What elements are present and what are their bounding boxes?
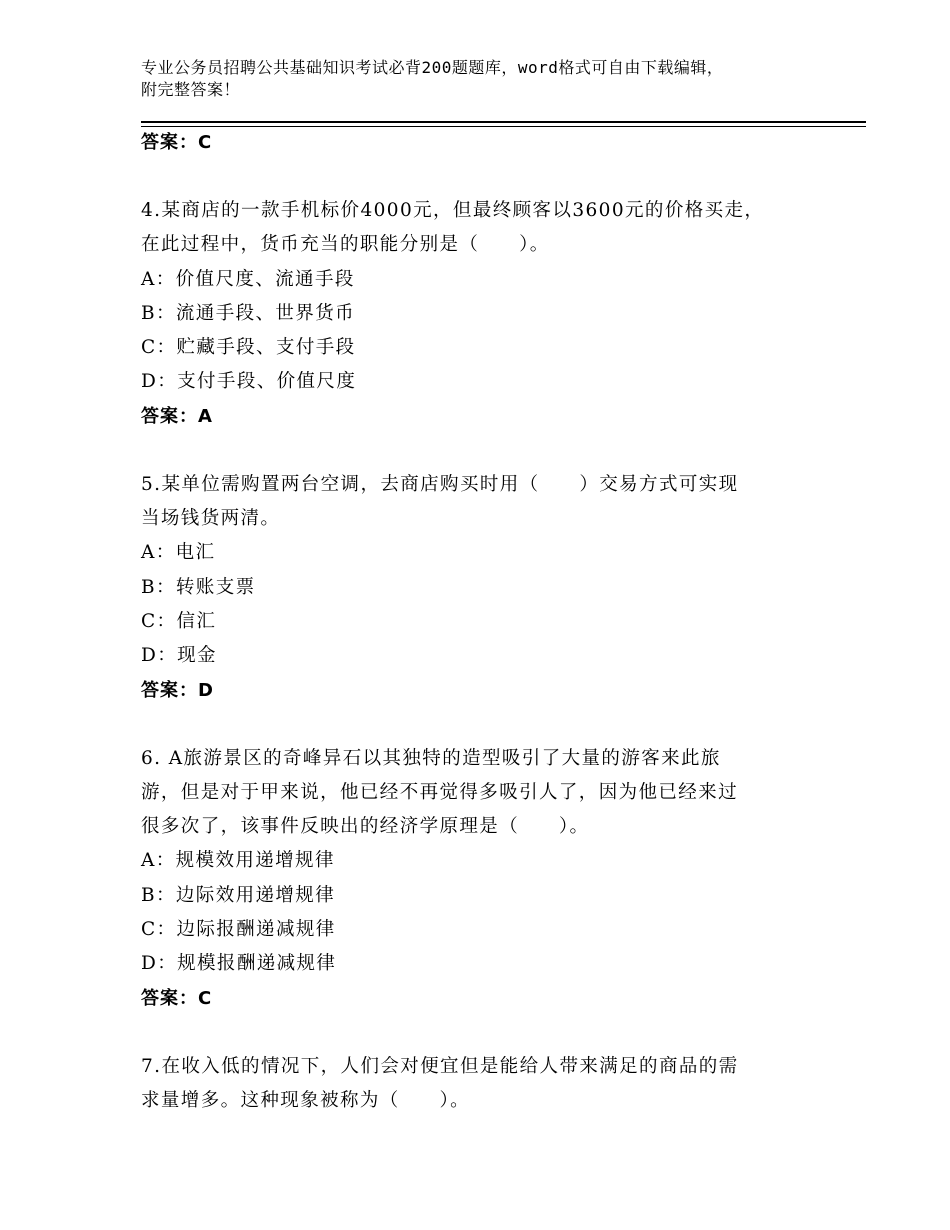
- question-item: [141, 742, 821, 1016]
- question-item: [141, 468, 821, 708]
- option-b: B：流通手段、世界货币: [141, 302, 355, 324]
- header-line: 专业公务员招聘公共基础知识考试必背200题题库，word格式可自由下载编辑，: [141, 58, 724, 77]
- page-header: [141, 57, 841, 101]
- option-d: D：规模报酬递减规律: [141, 953, 337, 975]
- question-stem-line: 很多次了，该事件反映出的经济学原理是（ ）。: [141, 816, 590, 838]
- answer-label: 答案：A: [141, 405, 213, 427]
- question-item: [141, 194, 821, 434]
- option-c: C：信汇: [141, 610, 217, 632]
- question-stem-line: 6. A旅游景区的奇峰异石以其独特的造型吸引了大量的游客来此旅: [141, 747, 721, 769]
- answer-label: 答案：C: [141, 132, 213, 153]
- question-stem-line: 5.某单位需购置两台空调，去商店购买时用（ ）交易方式可实现: [141, 473, 739, 495]
- question-item: [141, 1050, 821, 1119]
- question-stem-line: 求量增多。这种现象被称为（ ）。: [141, 1089, 471, 1111]
- option-b: B：转账支票: [141, 576, 256, 598]
- option-a: A：价值尺度、流通手段: [141, 268, 355, 290]
- option-b: B：边际效用递增规律: [141, 884, 336, 906]
- answer-label: 答案：C: [141, 987, 213, 1009]
- option-a: A：规模效用递增规律: [141, 850, 335, 872]
- document-body: [141, 126, 821, 1118]
- question-stem-line: 在此过程中，货币充当的职能分别是（ ）。: [141, 234, 550, 256]
- header-line: 附完整答案！: [141, 80, 241, 99]
- option-d: D：现金: [141, 645, 217, 667]
- question-stem-line: 游，但是对于甲来说，他已经不再觉得多吸引人了，因为他已经来过: [141, 781, 739, 803]
- answer-label: 答案：D: [141, 679, 214, 701]
- question-stem-line: 7.在收入低的情况下，人们会对便宜但是能给人带来满足的商品的需: [141, 1055, 739, 1077]
- option-c: C：边际报酬递减规律: [141, 919, 336, 941]
- question-stem-line: 当场钱货两清。: [141, 508, 281, 530]
- option-d: D：支付手段、价值尺度: [141, 371, 357, 393]
- header-divider-thick: [141, 121, 866, 123]
- question-stem-line: 4.某商店的一款手机标价4000元，但最终顾客以3600元的价格买走，: [141, 200, 765, 221]
- option-a: A：电汇: [141, 542, 216, 564]
- option-c: C：贮藏手段、支付手段: [141, 337, 356, 359]
